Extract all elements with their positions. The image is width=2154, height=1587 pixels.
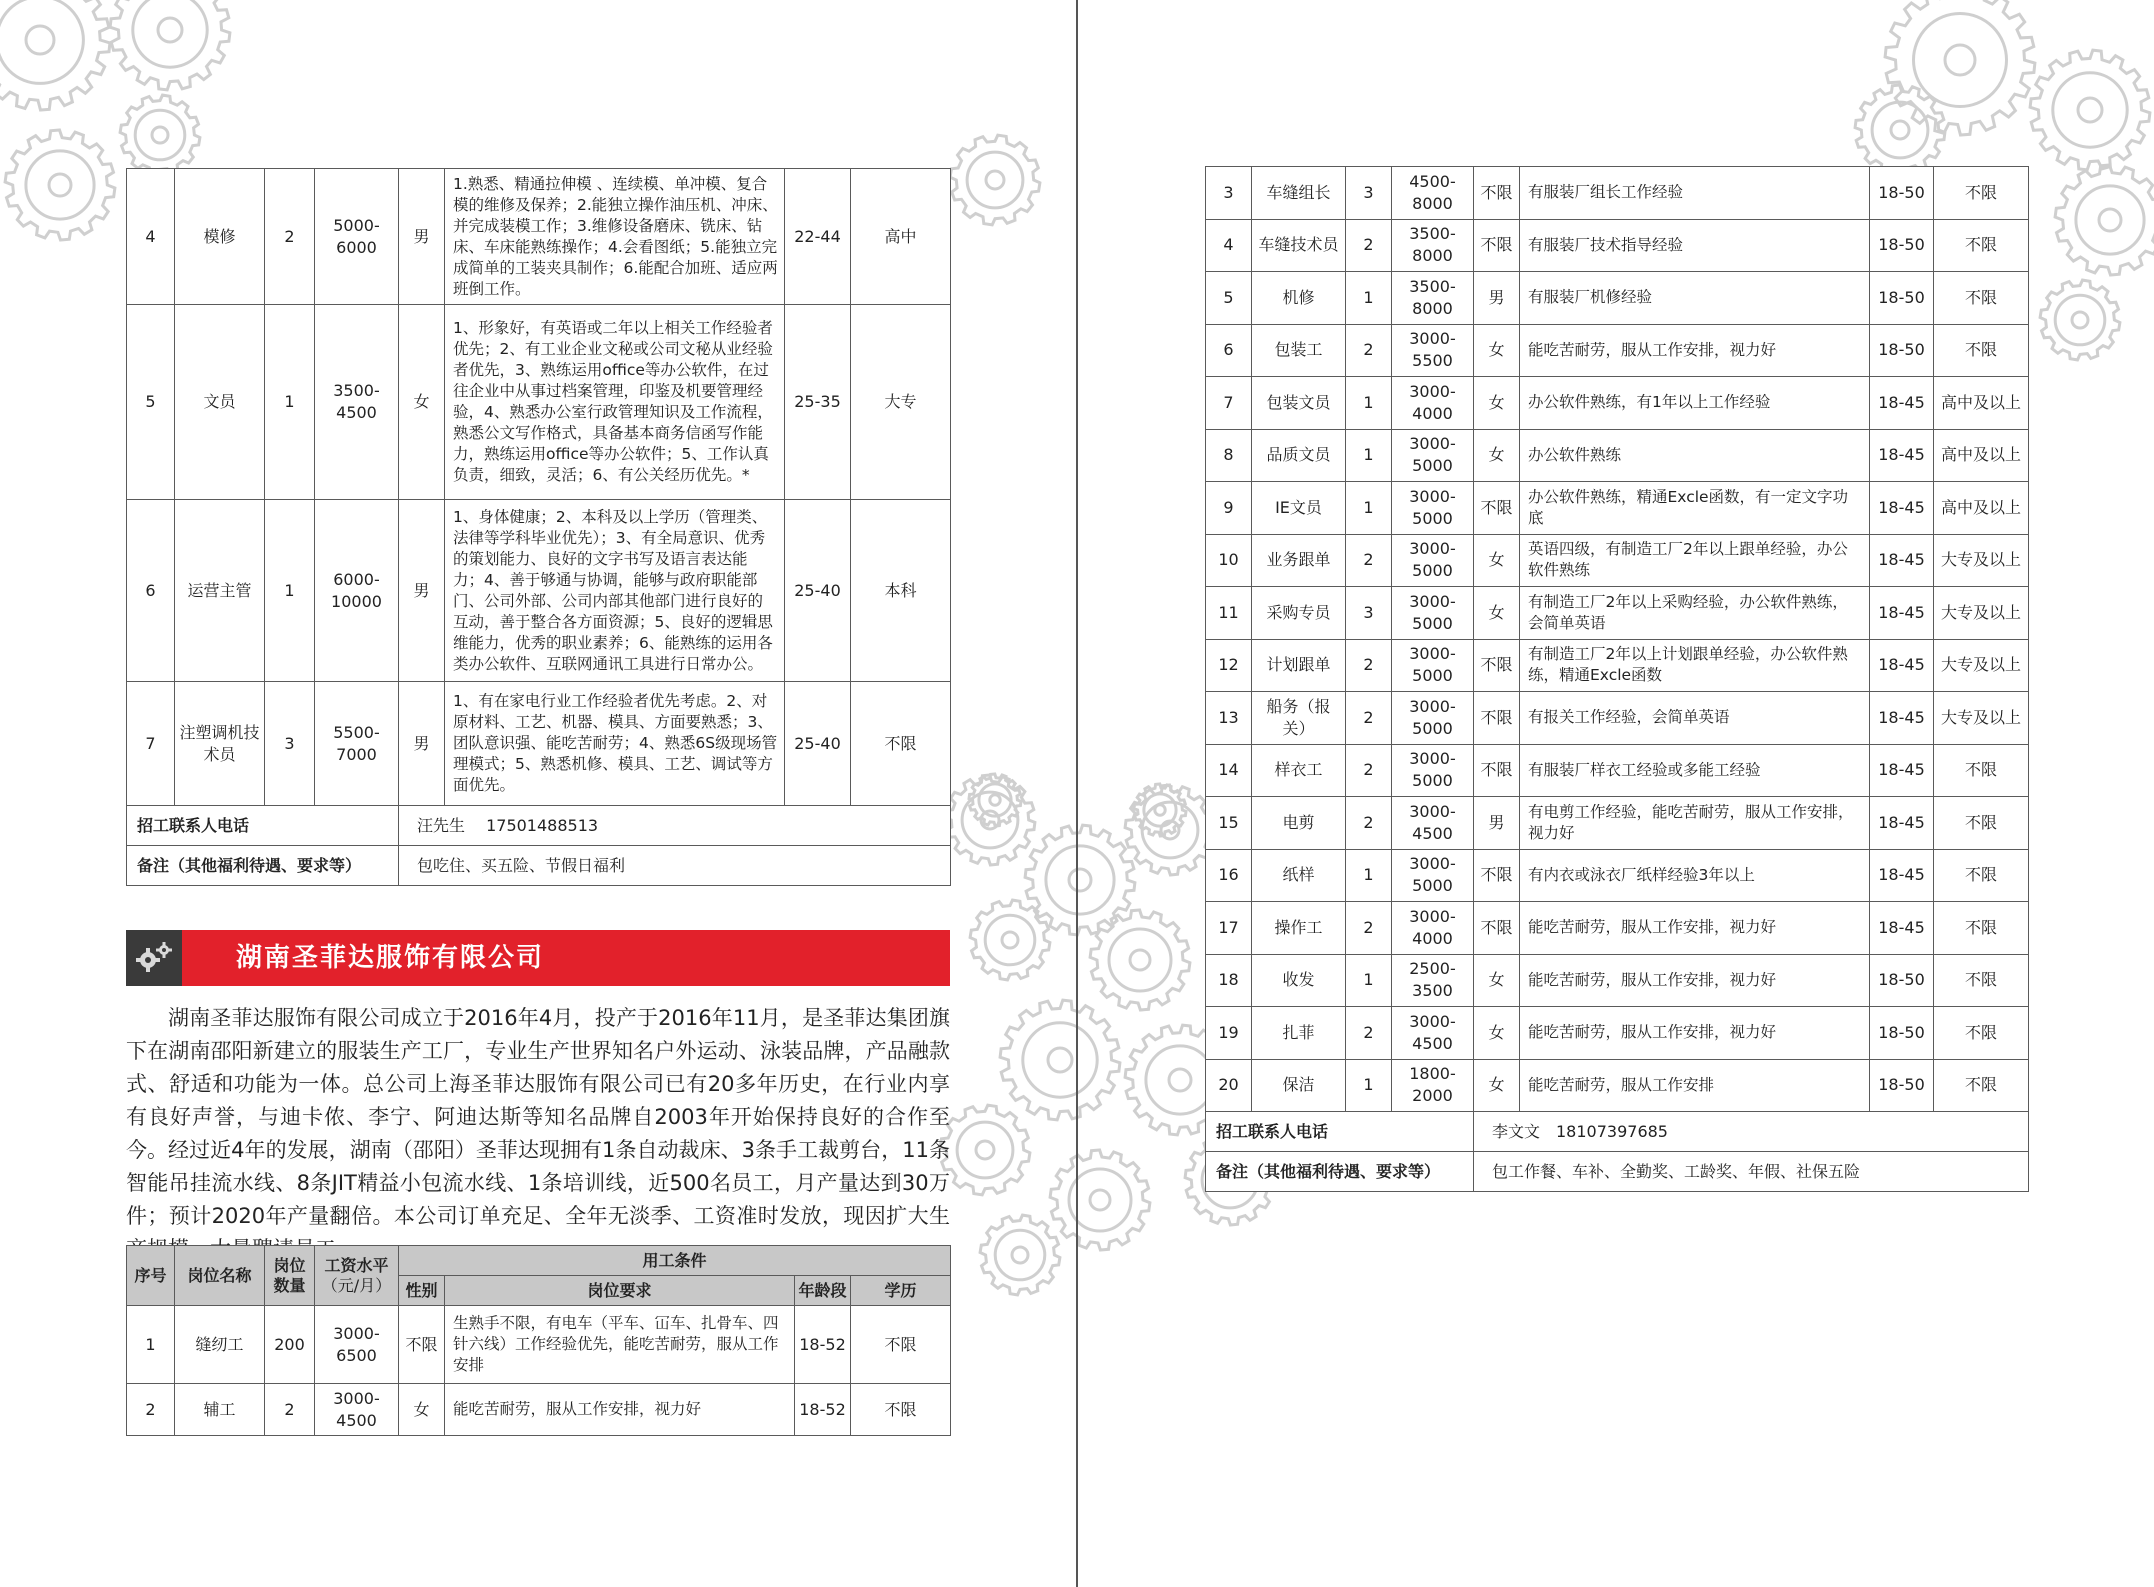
cell-requirements: 能吃苦耐劳，服从工作安排，视力好 [1520,902,1870,955]
cell-gender: 不限 [1474,744,1520,797]
cell-salary: 3000-5000 [1392,534,1474,587]
cell-education: 高中及以上 [1934,377,2029,430]
cell-position: 样衣工 [1252,744,1346,797]
cell-salary: 5000-6000 [315,169,399,305]
cell-salary: 3000-5000 [1392,692,1474,745]
header-age: 年龄段 [795,1276,851,1306]
table-row [127,169,951,305]
cell-no: 12 [1206,639,1252,692]
gear-icon [0,0,110,110]
cell-no: 1 [127,1306,175,1384]
cell-count: 2 [1346,797,1392,850]
cell-gender: 女 [1474,1059,1520,1112]
gear-icon [1090,910,1190,1010]
gear-icon [940,1105,1030,1195]
table-row [127,1384,951,1436]
cell-salary: 3500-4500 [315,305,399,500]
header-salary [315,1246,399,1306]
cell-education: 不限 [1934,167,2029,220]
cell-requirements: 英语四级，有制造工厂2年以上跟单经验，办公软件熟练 [1520,534,1870,587]
cell-education: 不限 [851,1384,951,1436]
cell-age: 18-45 [1870,639,1934,692]
table-row [1206,639,2029,692]
cell-no: 7 [1206,377,1252,430]
gear-icon [2040,280,2120,360]
cell-gender: 不限 [1474,482,1520,535]
cell-gender: 不限 [1474,219,1520,272]
cell-no: 14 [1206,744,1252,797]
header-conditions: 用工条件 [399,1246,951,1276]
company-intro: 湖南圣菲达服饰有限公司成立于2016年4月，投产于2016年11月，是圣菲达集团旗下在湖南邵阳新建立的服装生产工厂，专业生产世界知名户外运动、泳装品牌，产品融款式、舒适和功能为一体。总公司上海圣菲达服饰有限公司已有20多年历史，在行业内享有良好声誉，与迪卡侬、李宁、阿迪达斯等知名品牌自2003年开始保持良好的合作至今。经过近4年的发展，湖南（邵阳）圣菲达现拥有1条自动裁床、3条手工裁剪台，11条智能吊挂流水线、8条JIT精益小包流水线、1条培训线，近500名员工，月产量达到30万件；预计2020年产量翻倍。本公司订单充足、全年无淡季、工资准时发放，现因扩大生 [126,1006,950,1228]
cell-age: 18-52 [795,1306,851,1384]
table-row [1206,797,2029,850]
cell-no: 5 [127,305,175,500]
left-job-table-top [126,168,951,886]
cell-salary: 3000-5000 [1392,744,1474,797]
header-requirements: 岗位要求 [445,1276,795,1306]
cell-gender: 女 [399,305,445,500]
header-salary-label: 工资水平 [324,1255,389,1275]
cell-requirements: 办公软件熟练，有1年以上工作经验 [1520,377,1870,430]
table-row [1206,324,2029,377]
cell-count: 2 [1346,1007,1392,1060]
cell-gender: 不限 [1474,849,1520,902]
gear-icon [945,775,1035,865]
cell-gender: 不限 [1474,902,1520,955]
remark-row-value: 包工作餐、车补、全勤奖、工龄奖、年假、社保五险 [1474,1152,2029,1192]
cell-gender: 不限 [1474,167,1520,220]
cell-age: 22-44 [785,169,851,305]
company-title: 湖南圣菲达服饰有限公司 [236,943,545,973]
table-row [127,1306,951,1384]
cell-education: 不限 [1934,1059,2029,1112]
remark-row [1206,1152,2029,1192]
table-row [1206,1059,2029,1112]
gear-icon [1855,85,1945,175]
cell-position: 文员 [175,305,265,500]
cell-salary: 3000-5000 [1392,429,1474,482]
cell-no: 13 [1206,692,1252,745]
cell-requirements: 生熟手不限，有电车（平车、冚车、扎骨车、四针六线）工作经验优先，能吃苦耐劳，服从工作安排 [445,1306,795,1384]
gear-icon [2055,165,2154,275]
cell-no: 7 [127,682,175,806]
cell-salary: 3500-8000 [1392,219,1474,272]
cell-count: 1 [1346,272,1392,325]
cell-requirements: 能吃苦耐劳，服从工作安排 [1520,1059,1870,1112]
cell-count: 2 [1346,744,1392,797]
cell-position: 操作工 [1252,902,1346,955]
cell-position: 车缝组长 [1252,167,1346,220]
cell-requirements: 能吃苦耐劳，服从工作安排，视力好 [1520,1007,1870,1060]
cell-age: 18-50 [1870,954,1934,1007]
cell-position: 注塑调机技术员 [175,682,265,806]
cell-salary: 2500-3500 [1392,954,1474,1007]
cell-no: 19 [1206,1007,1252,1060]
cell-gender: 女 [1474,1007,1520,1060]
cell-no: 18 [1206,954,1252,1007]
remark-row-label: 备注（其他福利待遇、要求等） [1206,1152,1474,1192]
cell-salary: 3000-5000 [1392,587,1474,640]
cell-education: 不限 [851,682,951,806]
cell-requirements: 有服装厂样衣工经验或多能工经验 [1520,744,1870,797]
cell-requirements: 1、身体健康；2、本科及以上学历（管理类、法律等学科毕业优先）；3、有全局意识、优秀的策划能力、良好的文字书写及语言表达能力；4、善于够通与协调，能够与政府职能部门、公司外部、公司内部其他部门进行良好的互动，善于整合各方面资源；5、良好的逻辑思维能力，优秀的职业素养；6、能熟练的运用各类办公软件、互联网通讯工具进行日常办公。 [445,500,785,682]
cell-education: 本科 [851,500,951,682]
cell-requirements: 能吃苦耐劳，服从工作安排，视力好 [1520,954,1870,1007]
contact-row-value: 李文文 18107397685 [1474,1112,2029,1152]
cell-education: 不限 [1934,797,2029,850]
header-count: 岗位数量 [265,1246,315,1306]
cell-salary: 3000-5000 [1392,639,1474,692]
cell-count: 3 [1346,587,1392,640]
remark-row-label: 备注（其他福利待遇、要求等） [127,846,399,886]
cell-count: 1 [1346,377,1392,430]
cell-position: 缝纫工 [175,1306,265,1384]
cell-education: 不限 [1934,902,2029,955]
cell-count: 2 [1346,902,1392,955]
cell-requirements: 1、形象好，有英语或二年以上相关工作经验者优先；2、有工业企业文秘或公司文秘从业经验者优先，3、熟练运用office等办公软件，在过往企业中从事过档案管理，印鉴及机要管理经验，4、熟悉办公室行政管理知识及工作流程，熟悉公文写作格式，具备基本商务信函写作能力，熟练运用office等办公软件；5、工作认真负责，细致，灵活；6、有公关经历优先。* [445,305,785,500]
cell-age: 18-45 [1870,692,1934,745]
cell-position: 品质文员 [1252,429,1346,482]
cell-no: 10 [1206,534,1252,587]
contact-row-label: 招工联系人电话 [1206,1112,1474,1152]
table-row [127,500,951,682]
contact-row [127,806,951,846]
gear-icon [2030,50,2150,170]
gear-icon [110,0,230,90]
cell-age: 18-45 [1870,797,1934,850]
table-row [1206,272,2029,325]
cell-count: 2 [1346,692,1392,745]
cell-requirements: 办公软件熟练 [1520,429,1870,482]
contact-row-label: 招工联系人电话 [127,806,399,846]
cell-education: 不限 [1934,849,2029,902]
cell-age: 25-40 [785,682,851,806]
cell-age: 18-52 [795,1384,851,1436]
cell-count: 1 [1346,482,1392,535]
cell-count: 1 [1346,1059,1392,1112]
cell-education: 大专及以上 [1934,587,2029,640]
cell-count: 1 [265,500,315,682]
cell-gender: 女 [1474,587,1520,640]
cell-salary: 6000-10000 [315,500,399,682]
cell-no: 8 [1206,429,1252,482]
table-row [1206,482,2029,535]
cell-count: 2 [1346,639,1392,692]
cell-position: 包装文员 [1252,377,1346,430]
cell-age: 18-50 [1870,324,1934,377]
cell-position: 车缝技术员 [1252,219,1346,272]
cell-no: 4 [1206,219,1252,272]
cell-salary: 3000-5500 [1392,324,1474,377]
cell-no: 16 [1206,849,1252,902]
table-row [1206,534,2029,587]
cell-salary: 3000-5000 [1392,482,1474,535]
cell-education: 不限 [1934,954,2029,1007]
cell-position: 机修 [1252,272,1346,325]
contact-row-value: 汪先生 17501488513 [399,806,951,846]
cell-age: 18-45 [1870,587,1934,640]
cell-education: 高中及以上 [1934,429,2029,482]
cell-count: 2 [1346,534,1392,587]
cell-education: 不限 [851,1306,951,1384]
cell-age: 18-50 [1870,219,1934,272]
header-position: 岗位名称 [175,1246,265,1306]
table-row [127,305,951,500]
table-row [1206,902,2029,955]
cell-count: 2 [1346,219,1392,272]
header-gender: 性别 [399,1276,445,1306]
left-job-table-bottom [126,1245,951,1436]
cell-gender: 男 [399,500,445,682]
cell-salary: 3000-4000 [1392,377,1474,430]
gear-icon [120,95,200,175]
cell-education: 大专及以上 [1934,534,2029,587]
cell-requirements: 有报关工作经验，会简单英语 [1520,692,1870,745]
cell-education: 不限 [1934,272,2029,325]
gear-icon [5,130,115,240]
cell-count: 2 [265,169,315,305]
table-row [1206,429,2029,482]
cell-requirements: 有服装厂组长工作经验 [1520,167,1870,220]
cell-position: 船务（报关） [1252,692,1346,745]
header-education: 学历 [851,1276,951,1306]
cell-no: 5 [1206,272,1252,325]
company-banner [126,930,950,986]
table-row [1206,1007,2029,1060]
table-row [1206,167,2029,220]
cell-no: 15 [1206,797,1252,850]
cell-salary: 3500-8000 [1392,272,1474,325]
cell-gender: 女 [1474,429,1520,482]
cell-gender: 不限 [399,1306,445,1384]
cell-education: 大专及以上 [1934,692,2029,745]
remark-row [127,846,951,886]
table-row [1206,377,2029,430]
cell-education: 不限 [1934,744,2029,797]
cell-count: 1 [1346,954,1392,1007]
cell-education: 大专及以上 [1934,639,2029,692]
table-row [1206,954,2029,1007]
cell-requirements: 1.熟悉、精通拉伸模 、连续模、单冲模、复合模的维修及保养；2.能独立操作油压机、冲床、并完成装模工作；3.维修设备磨床、铣床、钻床、车床能熟练操作；4.会看图纸；5.能独立完成简单的工装夹具制作；6.能配合加班、适应两班倒工作。 [445,169,785,305]
cell-age: 18-50 [1870,1007,1934,1060]
cell-count: 1 [1346,849,1392,902]
cell-gender: 女 [1474,954,1520,1007]
table-row [1206,587,2029,640]
cell-age: 18-45 [1870,902,1934,955]
cell-requirements: 能吃苦耐劳，服从工作安排，视力好 [1520,324,1870,377]
cell-no: 4 [127,169,175,305]
table-row [1206,849,2029,902]
cell-position: 保洁 [1252,1059,1346,1112]
cell-age: 25-40 [785,500,851,682]
cell-position: 运营主管 [175,500,265,682]
cell-requirements: 有制造工厂2年以上计划跟单经验，办公软件熟练，精通Excle函数 [1520,639,1870,692]
gear-icon [1050,1150,1150,1250]
table-row [127,682,951,806]
cell-position: 电剪 [1252,797,1346,850]
cell-salary: 4500-8000 [1392,167,1474,220]
table-row [1206,219,2029,272]
table-row [1206,744,2029,797]
cell-gender: 女 [1474,324,1520,377]
cell-age: 18-50 [1870,1059,1934,1112]
cell-gender: 男 [1474,272,1520,325]
cell-education: 不限 [1934,1007,2029,1060]
cell-age: 25-35 [785,305,851,500]
gear-icon [970,900,1050,980]
cell-age: 18-45 [1870,534,1934,587]
header-no: 序号 [127,1246,175,1306]
contact-row [1206,1112,2029,1152]
cell-count: 3 [265,682,315,806]
cell-position: 扎菲 [1252,1007,1346,1060]
cell-count: 1 [265,305,315,500]
cell-position: 计划跟单 [1252,639,1346,692]
cell-education: 不限 [1934,324,2029,377]
cell-no: 11 [1206,587,1252,640]
gear-icon [1000,1000,1120,1120]
gear-icon [1885,0,2035,135]
cell-requirements: 能吃苦耐劳，服从工作安排，视力好 [445,1384,795,1436]
cell-gender: 不限 [1474,692,1520,745]
cell-education: 高中 [851,169,951,305]
cell-requirements: 有电剪工作经验，能吃苦耐劳，服从工作安排，视力好 [1520,797,1870,850]
cell-age: 18-45 [1870,429,1934,482]
cell-count: 3 [1346,167,1392,220]
cell-no: 6 [127,500,175,682]
cell-no: 2 [127,1384,175,1436]
cell-gender: 女 [1474,377,1520,430]
gear-icon [980,1215,1060,1295]
gear-icon [126,930,182,986]
table-row [1206,692,2029,745]
cell-age: 18-50 [1870,167,1934,220]
cell-position: 模修 [175,169,265,305]
cell-count: 2 [1346,324,1392,377]
cell-salary: 3000-4000 [1392,902,1474,955]
cell-education: 大专 [851,305,951,500]
cell-salary: 3000-6500 [315,1306,399,1384]
cell-requirements: 有服装厂技术指导经验 [1520,219,1870,272]
cell-requirements: 有服装厂机修经验 [1520,272,1870,325]
cell-no: 9 [1206,482,1252,535]
cell-salary: 3000-4500 [1392,797,1474,850]
cell-count: 2 [265,1384,315,1436]
cell-count: 1 [1346,429,1392,482]
cell-position: 采购专员 [1252,587,1346,640]
cell-salary: 3000-4500 [1392,1007,1474,1060]
cell-salary: 1800-2000 [1392,1059,1474,1112]
remark-row-value: 包吃住、买五险、节假日福利 [399,846,951,886]
gear-icon [950,135,1040,225]
cell-position: 包装工 [1252,324,1346,377]
cell-position: 收发 [1252,954,1346,1007]
cell-gender: 男 [1474,797,1520,850]
cell-no: 6 [1206,324,1252,377]
right-job-table [1205,166,2029,1192]
cell-gender: 男 [399,682,445,806]
cell-age: 18-45 [1870,482,1934,535]
gear-icon [1025,825,1135,935]
page-spine [1076,0,1078,1587]
cell-position: 纸样 [1252,849,1346,902]
cell-education: 高中及以上 [1934,482,2029,535]
cell-no: 3 [1206,167,1252,220]
cell-age: 18-45 [1870,849,1934,902]
cell-requirements: 有制造工厂2年以上采购经验，办公软件熟练，会简单英语 [1520,587,1870,640]
cell-no: 20 [1206,1059,1252,1112]
cell-salary: 3000-4500 [315,1384,399,1436]
cell-requirements: 1、有在家电行业工作经验者优先考虑。2、对原材料、工艺、机器、模具、方面要熟悉；3、团队意识强、能吃苦耐劳；4、熟悉6S级现场管理模式；5、熟悉机修、模具、工艺、调试等方面优先。 [445,682,785,806]
cell-no: 17 [1206,902,1252,955]
cell-age: 18-45 [1870,744,1934,797]
cell-age: 18-45 [1870,377,1934,430]
cell-age: 18-50 [1870,272,1934,325]
cell-gender: 男 [399,169,445,305]
header-salary-unit: （元/月） [321,1275,392,1295]
cell-position: 业务跟单 [1252,534,1346,587]
cell-position: IE文员 [1252,482,1346,535]
cell-gender: 女 [1474,534,1520,587]
cell-requirements: 有内衣或泳衣厂纸样经验3年以上 [1520,849,1870,902]
cell-position: 辅工 [175,1384,265,1436]
cell-gender: 女 [399,1384,445,1436]
cell-salary: 3000-5000 [1392,849,1474,902]
cell-education: 不限 [1934,219,2029,272]
cell-salary: 5500-7000 [315,682,399,806]
cell-requirements: 办公软件熟练，精通Excle函数，有一定文字功底 [1520,482,1870,535]
cell-count: 200 [265,1306,315,1384]
cell-gender: 不限 [1474,639,1520,692]
